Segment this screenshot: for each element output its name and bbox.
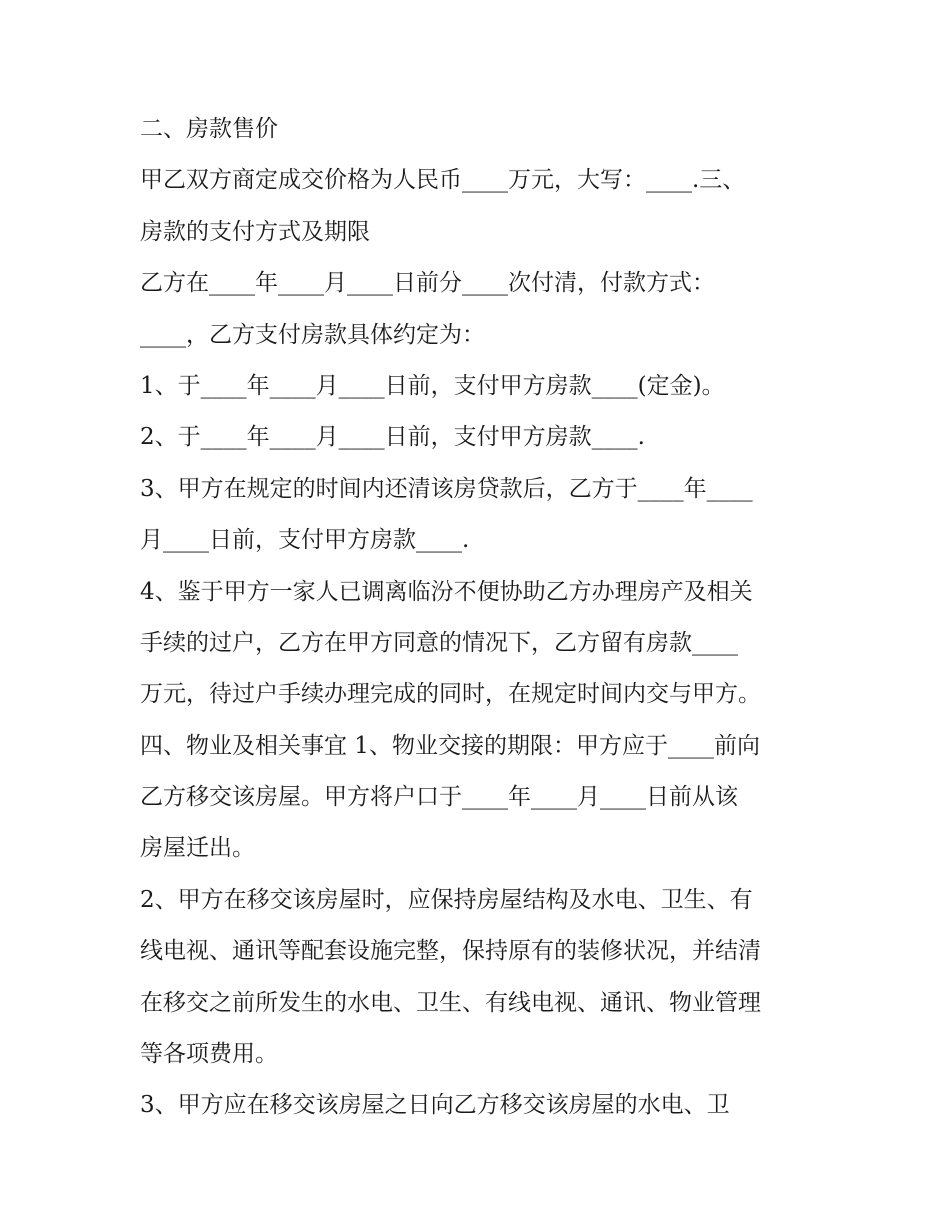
- clause-line: 在移交之前所发生的水电、卫生、有线电视、通讯、物业管理: [140, 989, 761, 1016]
- paragraph-line: 乙方在____年____月____日前分____次付清，付款方式：: [140, 270, 715, 297]
- paragraph-line: 房屋迁出。: [140, 835, 255, 862]
- clause-line: 万元，待过户手续办理完成的同时，在规定时间内交与甲方。: [140, 681, 761, 708]
- paragraph-line: 甲乙双方商定成交价格为人民币____万元，大写：____.三、: [140, 167, 746, 194]
- clause-line: 线电视、通讯等配套设施完整，保持原有的装修状况，并结清: [140, 938, 761, 965]
- paragraph-line: 乙方移交该房屋。甲方将户口于____年____月____日前从该: [140, 784, 738, 811]
- clause-line: 月____日前，支付甲方房款____.: [140, 527, 470, 554]
- paragraph-line: 房款的支付方式及期限: [140, 218, 370, 245]
- document-body: [140, 104, 820, 1132]
- clause-line: 等各项费用。: [140, 1041, 278, 1068]
- clause-line: 手续的过户，乙方在甲方同意的情况下，乙方留有房款____: [140, 629, 738, 656]
- section-heading-price: 二、房款售价: [140, 116, 278, 142]
- paragraph-line: ____，乙方支付房款具体约定为：: [140, 321, 485, 348]
- clause-line: 2、甲方在移交该房屋时，应保持房屋结构及水电、卫生、有: [140, 886, 753, 913]
- clause-line: 3、甲方在规定的时间内还清该房贷款后，乙方于____年____: [140, 475, 753, 502]
- section-heading-property: 四、物业及相关事宜 1、物业交接的期限：甲方应于____前向: [140, 732, 760, 759]
- clause-line: 3、甲方应在移交该房屋之日向乙方移交该房屋的水电、卫: [140, 1092, 730, 1119]
- clause-line: 1、于____年____月____日前，支付甲方房款____(定金)。: [140, 372, 725, 399]
- clause-line: 2、于____年____月____日前，支付甲方房款____.: [140, 424, 645, 451]
- clause-line: 4、鉴于甲方一家人已调离临汾不便协助乙方办理房产及相关: [140, 578, 753, 605]
